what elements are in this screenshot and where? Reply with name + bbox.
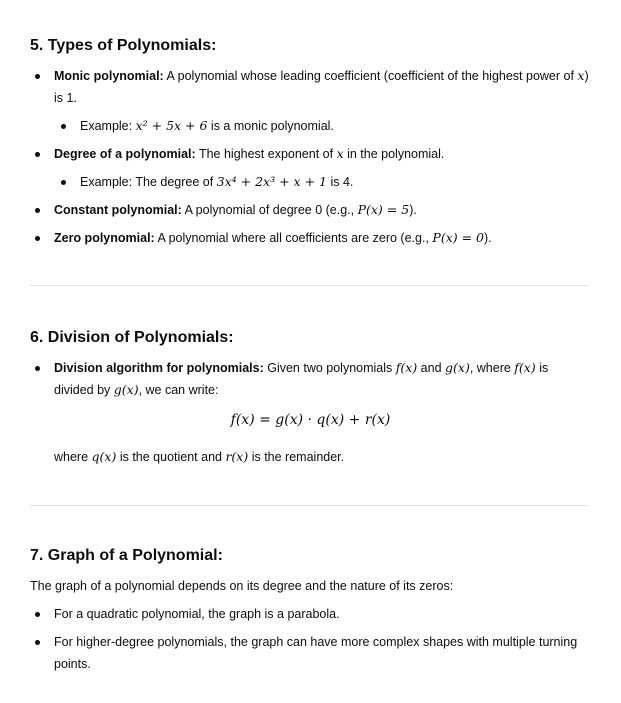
- section-7-intro: The graph of a polynomial depends on its degree and the nature of its zeros:: [30, 579, 454, 593]
- list-item-monic-example: [30, 115, 590, 137]
- list-item-degree-example: [30, 171, 590, 193]
- math-expression: x² + 5x + 6: [135, 118, 208, 133]
- formula-expression: f(x) = g(x) · q(x) + r(x): [230, 412, 391, 428]
- math-g: g(x): [445, 360, 470, 375]
- math-f: f(x): [395, 360, 418, 375]
- term-constant: Constant polynomial:: [54, 203, 182, 217]
- math-expression: P(x) = 0: [432, 230, 484, 245]
- text-and: and: [417, 361, 446, 375]
- list-item-zero: [30, 227, 590, 249]
- text-quotient: is the quotient and: [116, 450, 226, 464]
- formula-explanation: [54, 447, 614, 467]
- list-item-monic: [30, 65, 590, 109]
- list-item: For a quadratic polynomial, the graph is a parabola.: [30, 603, 590, 625]
- list-item-division-algorithm: [30, 357, 590, 401]
- degree-desc: The highest exponent of: [195, 147, 337, 161]
- monic-desc: A polynomial whose leading coefficient (coefficient of the highest power of: [163, 69, 578, 83]
- math-r: r(x): [225, 449, 249, 464]
- math-var: x: [577, 68, 585, 83]
- text-is-divided: is divided by: [54, 361, 549, 397]
- section-7-heading: 7. Graph of a Polynomial:: [30, 547, 223, 564]
- math-g: g(x): [113, 382, 139, 397]
- example-suffix: is 4.: [326, 175, 354, 189]
- text-write: , we can write:: [138, 383, 219, 397]
- math-var: x: [336, 146, 344, 161]
- math-expression: P(x) = 5: [357, 202, 410, 217]
- example-suffix: is a monic polynomial.: [207, 119, 334, 133]
- monic-desc-end: ) is 1.: [54, 69, 589, 105]
- math-expression: 3x⁴ + 2x³ + x + 1: [216, 174, 327, 189]
- list-item-constant: [30, 199, 590, 221]
- list-item-degree: [30, 143, 590, 165]
- text-remainder: is the remainder.: [248, 450, 345, 464]
- section-7-list: [30, 603, 590, 681]
- section-divider: [30, 285, 588, 286]
- term-degree: Degree of a polynomial:: [54, 147, 196, 161]
- section-6-heading: 6. Division of Polynomials:: [30, 329, 234, 346]
- math-q: q(x): [91, 449, 117, 464]
- math-f: f(x): [514, 360, 536, 375]
- term-division: Division algorithm for polynomials:: [54, 361, 264, 375]
- constant-desc-end: ).: [409, 203, 417, 217]
- zero-desc-end: ).: [484, 231, 492, 245]
- zero-desc: A polynomial where all coefficients are zero (e.g.,: [154, 231, 433, 245]
- division-formula: [0, 412, 621, 428]
- section-5-heading: 5. Types of Polynomials:: [30, 37, 217, 54]
- division-desc: Given two polynomials: [263, 361, 396, 375]
- constant-desc: A polynomial of degree 0 (e.g.,: [181, 203, 358, 217]
- term-monic: Monic polynomial:: [54, 69, 164, 83]
- text-where-prefix: where: [54, 450, 92, 464]
- section-divider: [30, 505, 588, 506]
- example-prefix: Example: The degree of: [80, 175, 217, 189]
- text-where: , where: [469, 361, 515, 375]
- example-prefix: Example:: [80, 119, 136, 133]
- section-6-list: [30, 357, 590, 407]
- list-item: For higher-degree polynomials, the graph can have more complex shapes with multiple turning points.: [30, 631, 590, 675]
- section-5-list: [30, 65, 590, 255]
- term-zero: Zero polynomial:: [54, 231, 155, 245]
- degree-desc-end: in the polynomial.: [343, 147, 445, 161]
